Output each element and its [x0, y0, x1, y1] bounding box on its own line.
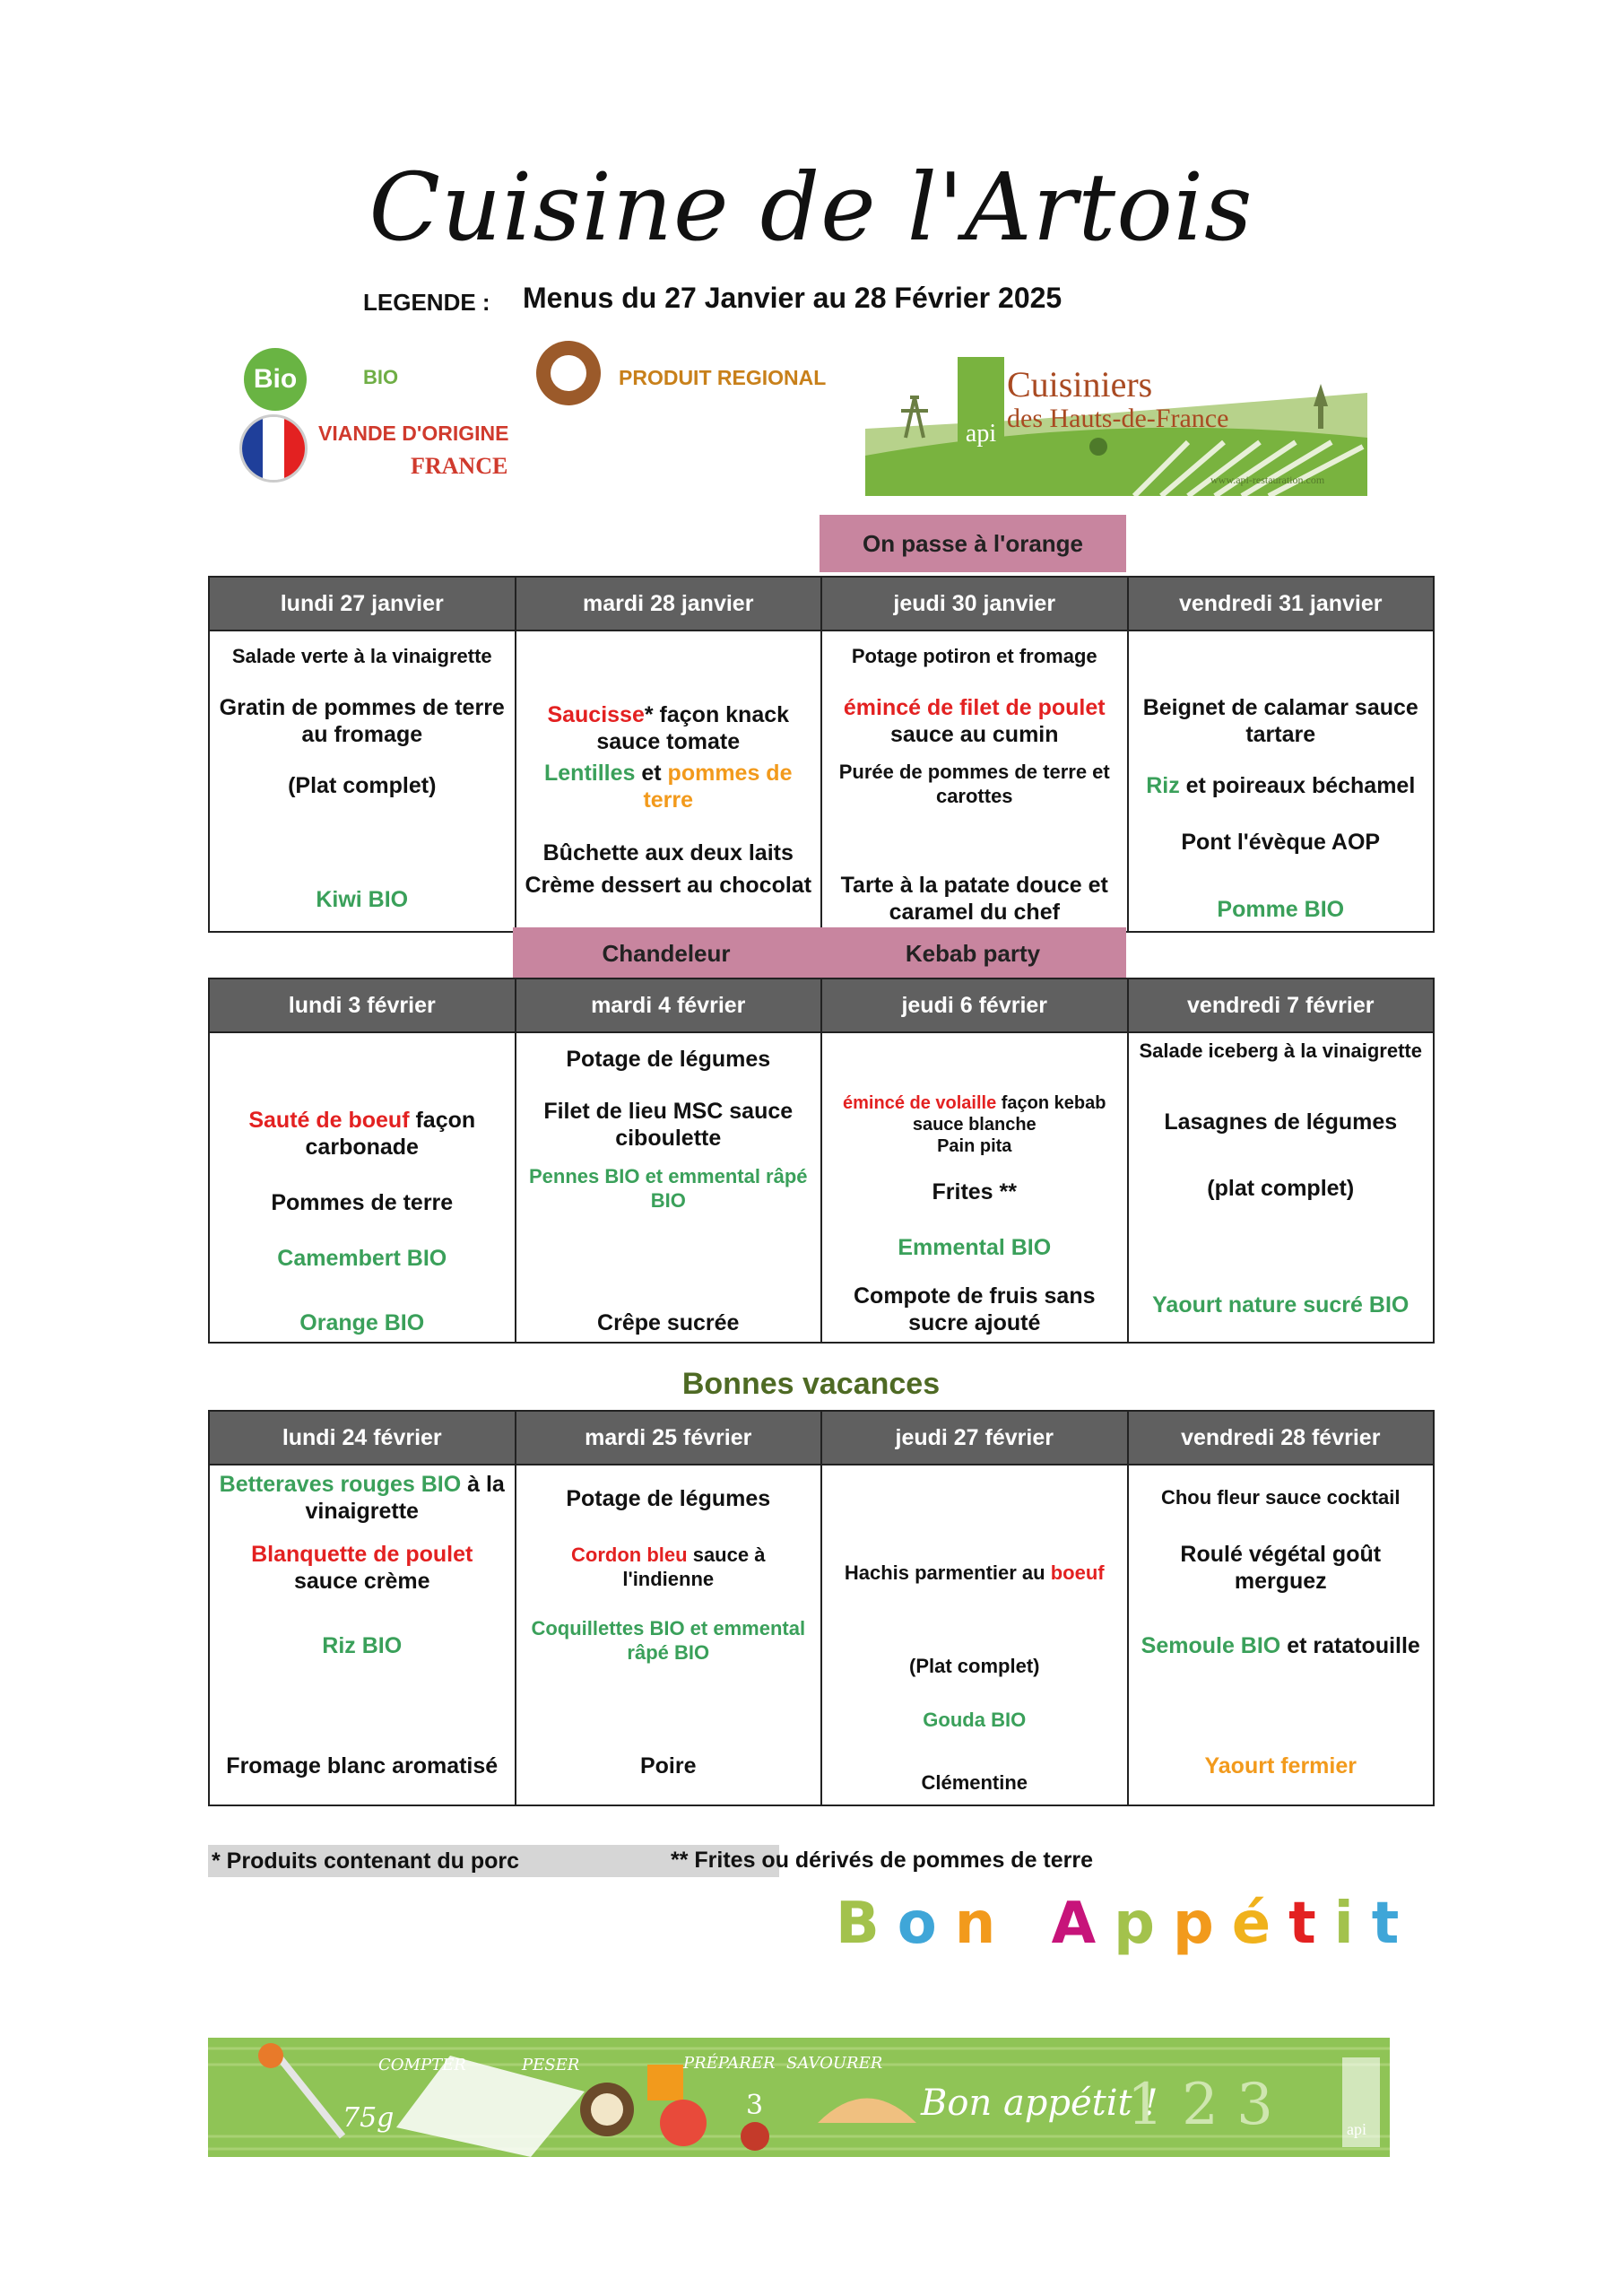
menu-week-2: [208, 978, 1435, 1344]
menu-item: Tarte à la patate douce et caramel du chef: [840, 873, 1108, 925]
menu-item: (Plat complet): [909, 1655, 1040, 1677]
footer-banner: [208, 2038, 1390, 2157]
day-header: lundi 24 février: [209, 1411, 516, 1465]
menu-item: Fromage blanc aromatisé: [226, 1753, 499, 1779]
menu-item: Blanquette de poulet: [251, 1542, 473, 1567]
menu-item: Frites **: [932, 1179, 1017, 1205]
footnote-fries: ** Frites ou dérivés de pommes de terre: [671, 1848, 1094, 1873]
menu-item: Gouda BIO: [923, 1709, 1027, 1731]
menu-item: (plat complet): [1207, 1176, 1355, 1201]
menu-item: Cordon bleu sauce à l'indienne: [571, 1544, 766, 1590]
menu-item: Pont l'évèque AOP: [1181, 830, 1381, 855]
theme-week1-thursday: On passe à l'orange: [820, 515, 1126, 572]
menu-item: Riz BIO: [322, 1633, 403, 1658]
theme-week2-tuesday: Chandeleur: [513, 927, 820, 979]
menu-item: Orange BIO: [299, 1310, 425, 1335]
menu-cell: [1128, 1465, 1435, 1805]
banner-peser: PESER: [522, 2056, 580, 2074]
menu-item: Coquillettes BIO et emmental râpé BIO: [531, 1617, 806, 1664]
menu-cell: [209, 631, 516, 932]
legend-regional-text: PRODUIT REGIONAL: [619, 366, 827, 389]
menu-item: Camembert BIO: [277, 1246, 447, 1271]
menu-cell: [1128, 1032, 1435, 1343]
menu-item: Sauté de boeuf façon carbonade: [248, 1108, 476, 1160]
banner-savourer: SAVOURER: [786, 2054, 883, 2073]
menu-item: Crème dessert au chocolat: [525, 873, 812, 898]
day-header: jeudi 27 février: [821, 1411, 1128, 1465]
day-header: lundi 27 janvier: [209, 577, 516, 631]
banner-compter: COMPTER: [378, 2056, 466, 2074]
bio-logo-icon: Bio: [244, 348, 307, 411]
menu-cell: [209, 1032, 516, 1343]
banner-weight: 75g: [343, 2102, 395, 2134]
page-title: Cuisine de l'Artois: [369, 152, 1253, 262]
menu-item: Filet de lieu MSC sauce ciboulette: [543, 1099, 794, 1151]
banner-count: 1 2 3: [1127, 2072, 1273, 2138]
menu-week-1: [208, 576, 1435, 933]
day-header: lundi 3 février: [209, 978, 516, 1032]
france-flag-icon: [239, 414, 308, 483]
menu-item: Semoule BIO et ratatouille: [1141, 1633, 1420, 1658]
banner-three: 3: [746, 2090, 764, 2121]
menu-item: Purée de pommes de terre et carottes: [838, 761, 1110, 807]
menu-cell: [1128, 631, 1435, 932]
day-header: jeudi 30 janvier: [821, 577, 1128, 631]
menu-item: émincé de filet de poulet: [843, 695, 1106, 720]
day-header: mardi 25 février: [516, 1411, 822, 1465]
menu-week-3: [208, 1410, 1435, 1806]
menu-item: Beignet de calamar sauce tartare: [1142, 695, 1418, 747]
menu-item: Hachis parmentier au boeuf: [844, 1561, 1105, 1584]
day-header: mardi 4 février: [516, 978, 822, 1032]
menu-item: sauce crème: [293, 1569, 430, 1594]
menus-period-title: Menus du 27 Janvier au 28 Février 2025: [523, 282, 1063, 314]
holiday-banner: Bonnes vacances: [681, 1367, 941, 1401]
footnote-pork: * Produits contenant du porc: [208, 1845, 779, 1877]
menu-item: Yaourt fermier: [1204, 1753, 1357, 1779]
menu-item: Riz et poireaux béchamel: [1146, 773, 1416, 798]
menu-item: Potage de légumes: [566, 1047, 771, 1072]
menu-item: Crêpe sucrée: [597, 1310, 740, 1335]
banner-api: api: [1347, 2120, 1366, 2138]
menu-item: Potage potiron et fromage: [851, 645, 1097, 667]
banner-preparer: PRÉPARER: [683, 2054, 776, 2073]
menu-cell: [516, 1465, 822, 1805]
menu-cell: [209, 1465, 516, 1805]
legend-bio-text: BIO: [363, 366, 399, 388]
menu-item: Compote de fruis sans sucre ajouté: [854, 1283, 1096, 1335]
menu-item: Lentilles et pommes de terre: [544, 761, 793, 813]
legend-france-text: FRANCE: [411, 453, 508, 479]
menu-item: Gratin de pommes de terre au fromage: [219, 695, 505, 747]
day-header: jeudi 6 février: [821, 978, 1128, 1032]
menu-item: Lasagnes de légumes: [1164, 1109, 1398, 1135]
menu-item: Yaourt nature sucré BIO: [1152, 1292, 1409, 1318]
menu-item: Poire: [639, 1753, 697, 1779]
day-header: vendredi 7 février: [1128, 978, 1435, 1032]
menu-item: sauce au cumin: [889, 722, 1059, 747]
menu-item: Roulé végétal goût merguez: [1180, 1542, 1382, 1594]
menu-item: Pennes BIO et emmental râpé BIO: [528, 1165, 808, 1212]
theme-week2-thursday: Kebab party: [820, 927, 1126, 979]
logo-url: www.api-restauration.com: [1210, 474, 1325, 486]
legend-label: LEGENDE :: [363, 289, 490, 316]
regional-product-icon: [536, 341, 601, 405]
menu-item: Pomme BIO: [1217, 897, 1345, 922]
logo-title: Cuisiniers: [1007, 364, 1153, 404]
menu-item: (Plat complet): [288, 773, 437, 798]
menu-item: Pain pita: [937, 1136, 1012, 1156]
menu-item: Salade verte à la vinaigrette: [231, 645, 492, 667]
menu-item: Pommes de terre: [271, 1190, 454, 1215]
menu-cell: [821, 1465, 1128, 1805]
day-header: mardi 28 janvier: [516, 577, 822, 631]
day-header: vendredi 28 février: [1128, 1411, 1435, 1465]
banner-bon-appetit: Bon appétit !: [921, 2083, 1158, 2124]
menu-item: Salade iceberg à la vinaigrette: [1139, 1039, 1422, 1062]
menu-item: Potage de légumes: [566, 1486, 771, 1511]
menu-item: Kiwi BIO: [316, 887, 409, 912]
day-header: vendredi 31 janvier: [1128, 577, 1435, 631]
menu-cell: [821, 1032, 1128, 1343]
menu-item: Clémentine: [921, 1771, 1028, 1794]
menu-cell: [516, 1032, 822, 1343]
menu-item: émincé de volaille façon kebab: [843, 1093, 1106, 1113]
menu-item: Bûchette aux deux laits: [542, 840, 794, 865]
logo-subtitle: des Hauts-de-France: [1007, 404, 1229, 433]
menu-item: Saucisse* façon knack sauce tomate: [547, 702, 790, 754]
menu-item: Emmental BIO: [898, 1235, 1052, 1260]
api-brand-block: api: [958, 357, 1004, 457]
legend-viande-text: VIANDE D'ORIGINE: [318, 422, 509, 445]
menu-cell: [821, 631, 1128, 932]
menu-cell: [516, 631, 822, 932]
menu-item: sauce blanche: [912, 1115, 1037, 1135]
menu-item: Betteraves rouges BIO à la vinaigrette: [219, 1472, 505, 1524]
menu-item: Chou fleur sauce cocktail: [1160, 1486, 1401, 1509]
bon-appetit-title: Bon Appétit: [836, 1891, 1418, 1957]
